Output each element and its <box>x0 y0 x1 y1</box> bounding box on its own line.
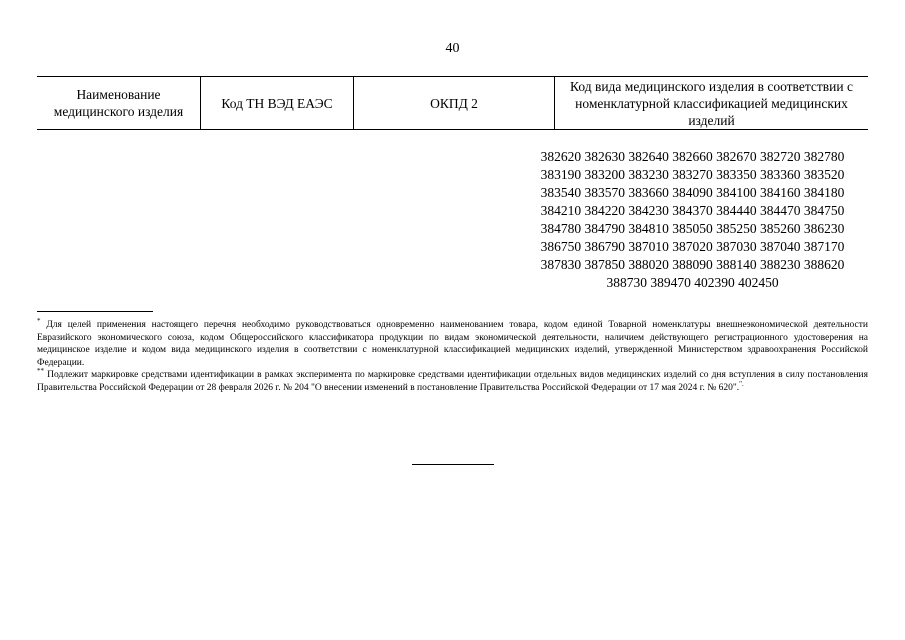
code-line: 383190 383200 383230 383270 383350 383360 383520 <box>540 167 845 182</box>
page-number: 40 <box>445 41 460 56</box>
end-separator <box>412 464 494 465</box>
footnotes <box>37 316 868 394</box>
footnote <box>37 316 868 369</box>
header-device-type-code: Код вида медицинского изделия в соответствии с номенклатурной классификацией медицинских изделий <box>554 77 868 129</box>
code-line: 382620 382630 382640 382660 382670 382720 382780 <box>540 149 845 164</box>
code-line: 387830 387850 388020 388090 388140 388230 388620 <box>540 257 845 272</box>
footnote-text: Подлежит маркировке средствами идентификации в рамках эксперимента по маркировке средствами идентификации отдельных видов медицинских изделий со дня вступления в силу постановления Правительства Российской Федерации от 28 февраля 2026 г. № 204 "О внесении изменений в постановление Правительства Российской Федерации от 17 мая 2024 г. № 620". <box>37 370 868 393</box>
code-line: 383540 383570 383660 384090 384100 384160 384180 <box>540 185 845 200</box>
header-device-name: Наименование медицинского изделия <box>53 87 184 119</box>
code-line: 386750 386790 387010 387020 387030 387040 387170 <box>540 239 845 254</box>
footnote-separator <box>37 311 153 312</box>
footnote <box>37 366 868 394</box>
footnote-marker: * <box>37 316 41 325</box>
code-line: 384210 384220 384230 384370 384440 384470 384750 <box>540 203 845 218</box>
table-header <box>37 76 868 130</box>
device-type-codes <box>517 148 868 292</box>
code-line: 388730 389470 402390 402450 <box>606 275 779 290</box>
code-line: 384780 384790 384810 385050 385250 385260 386230 <box>540 221 845 236</box>
footnote-marker: ** <box>37 366 44 375</box>
footnote-closing-quote: ". <box>739 379 744 388</box>
header-tnved-code: Код ТН ВЭД ЕАЭС <box>200 77 353 129</box>
header-okpd2: ОКПД 2 <box>353 77 554 129</box>
footnote-text: Для целей применения настоящего перечня необходимо руководствоваться одновременно наименованием товара, кодом единой Товарной номенклатуры внешнеэкономической деятельности Евразийского экономического союза, кодом Общероссийского классификатора продукции по видам экономической деятельности, наличием действующего регистрационного удостоверения на медицинское изделие и кодом вида медицинского изделия в соответствии с номенклатурной классификацией медицинских изделий, утвержденной Министерством здравоохранения Российской Федерации. <box>37 320 868 368</box>
